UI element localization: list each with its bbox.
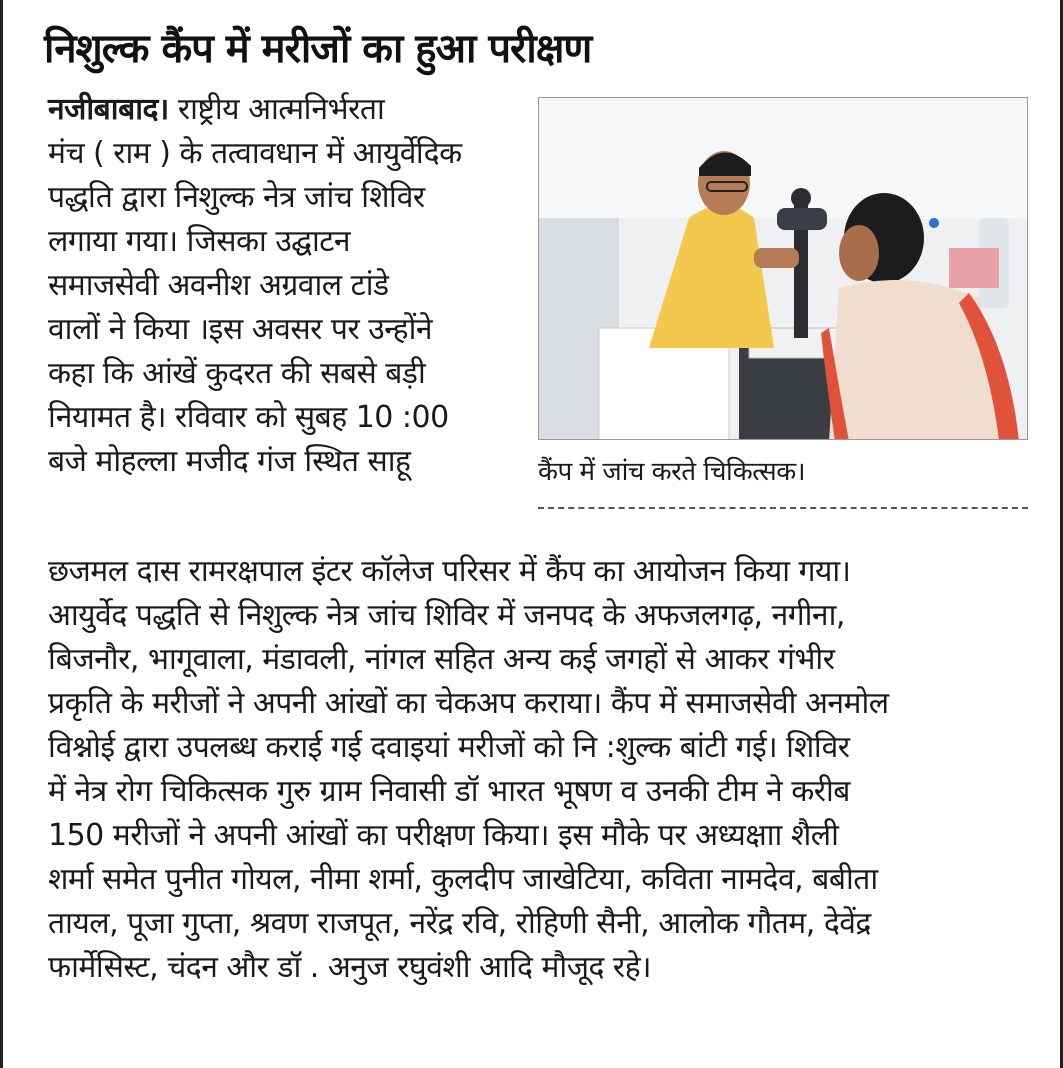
- article-line: बिजनौर, भागूवाला, मंडावली, नांगल सहित अन्य कई जगहों से आकर गंभीर: [48, 642, 835, 677]
- article-line: मंच ( राम ) के तत्वावधान में आयुर्वेदिक: [48, 136, 462, 171]
- article-line: शर्मा समेत पुनीत गोयल, नीमा शर्मा, कुलदीप जाखेटिया, कविता नामदेव, बबीता: [48, 862, 878, 897]
- article-line: [48, 88, 528, 132]
- article-line: पद्धति द्वारा निशुल्क नेत्र जांच शिविर: [48, 180, 425, 215]
- article-line: तायल, पूजा गुप्ता, श्रवण राजपूत, नरेंद्र रवि, रोहिणी सैनी, आलोक गौतम, देवेंद्र: [48, 906, 871, 941]
- article-body-wide: [48, 550, 1038, 990]
- article-body-narrow: [48, 88, 528, 484]
- eye-examination-illustration: [539, 98, 1028, 440]
- article-line: 150 मरीजों ने अपनी आंखों का परीक्षण किया। इस मौके पर अध्यक्षाा शैली: [48, 818, 839, 853]
- article-line: वालों ने किया ।इस अवसर पर उन्होंने: [48, 312, 433, 347]
- article-line-text: राष्ट्रीय आत्मनिर्भरता: [168, 92, 385, 127]
- article-line: छजमल दास रामरक्षपाल इंटर कॉलेज परिसर में कैंप का आयोजन किया गया।: [48, 554, 851, 589]
- dateline: नजीबाबाद।: [48, 92, 169, 127]
- article-line: आयुर्वेद पद्धति से निशुल्क नेत्र जांच शिविर में जनपद के अफजलगढ़, नगीना,: [48, 598, 845, 633]
- article-line: लगाया गया। जिसका उद्घाटन: [48, 224, 351, 259]
- caption-divider: [538, 507, 1028, 509]
- article-line: नियामत है। रविवार को सुबह 10 :00: [48, 400, 449, 435]
- article-line: कहा कि आंखें कुदरत की सबसे बड़ी: [48, 356, 426, 391]
- headline: निशुल्क कैंप में मरीजों का हुआ परीक्षण: [44, 26, 592, 72]
- article-line: प्रकृति के मरीजों ने अपनी आंखों का चेकअप कराया। कैंप में समाजसेवी अनमोल: [48, 686, 889, 721]
- article-line: फार्मेसिस्ट, चंदन और डॉ . अनुज रघुवंशी आदि मौजूद रहे।: [48, 950, 651, 985]
- article-line: विश्नोई द्वारा उपलब्ध कराई गई दवाइयां मरीजों को नि :शुल्क बांटी गई। शिविर: [48, 730, 850, 765]
- article-line: में नेत्र रोग चिकित्सक गुरु ग्राम निवासी डॉ भारत भूषण व उनकी टीम ने करीब: [48, 774, 850, 809]
- news-photo: [538, 97, 1028, 440]
- article-line: बजे मोहल्ला मजीद गंज स्थित साहू: [48, 444, 411, 479]
- photo-caption: कैंप में जांच करते चिकित्सक।: [538, 457, 806, 487]
- article-line: समाजसेवी अवनीश अग्रवाल टांडे: [48, 268, 389, 303]
